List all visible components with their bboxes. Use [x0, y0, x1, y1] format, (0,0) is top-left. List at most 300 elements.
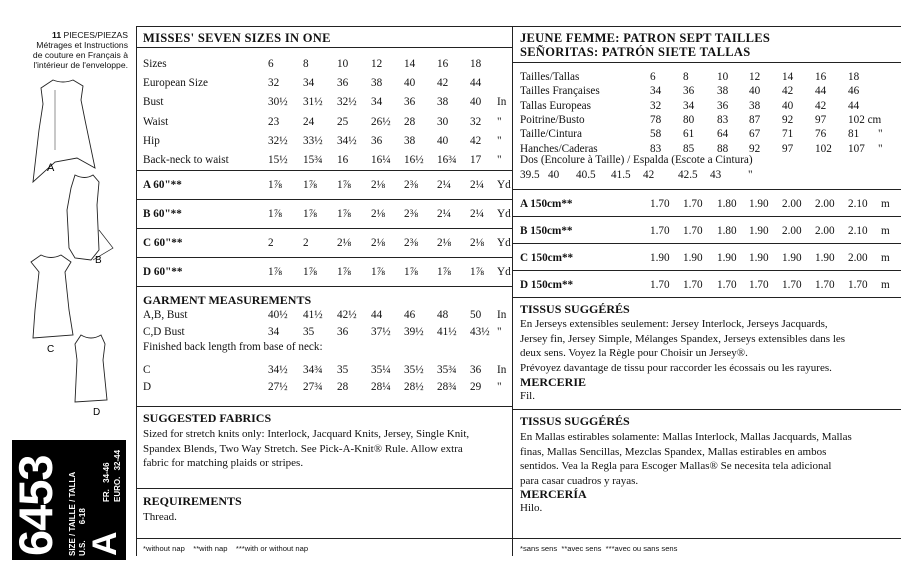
row-value: 87 — [749, 113, 761, 126]
row-value: 8 — [303, 58, 309, 70]
row-value: 2⅜ — [404, 237, 418, 249]
row-value: 1.70 — [815, 279, 835, 291]
row-value: 16¾ — [437, 154, 457, 166]
row-value: 35 — [303, 326, 315, 338]
row-unit: " — [497, 134, 502, 147]
row-value: 42 — [643, 169, 655, 181]
row-label: B 150cm** — [520, 225, 573, 237]
row-value: 27¾ — [303, 381, 323, 393]
row-value: 1.70 — [650, 225, 670, 237]
row-value: 44 — [815, 85, 827, 98]
row-value: 2⅛ — [470, 237, 484, 249]
row-value: 2⅛ — [371, 237, 385, 249]
suggested-fabrics-text — [143, 427, 511, 471]
row-value: 28½ — [404, 381, 424, 393]
row-value: 1⅞ — [337, 208, 351, 220]
table-row — [137, 265, 512, 294]
pieces-note-line: Métrages et Instructions — [36, 40, 128, 50]
row-value: 1.90 — [782, 252, 802, 264]
row-value: 2⅜ — [404, 179, 418, 191]
row-value: 1.90 — [717, 252, 737, 264]
row-value: 1⅞ — [337, 266, 351, 278]
view-label-b: B — [95, 255, 102, 266]
row-label: D — [143, 381, 152, 393]
row-value: 32 — [650, 99, 662, 112]
row-value: 1.70 — [749, 279, 769, 291]
row-value: 1.90 — [815, 252, 835, 264]
french-title: JEUNE FEMME: PATRON SEPT TAILLES — [520, 31, 771, 45]
row-rule — [513, 270, 901, 271]
row-value: 28¼ — [371, 381, 391, 393]
row-value: 1⅞ — [268, 266, 282, 278]
table-row — [520, 70, 900, 84]
tissus-spanish-text — [520, 430, 900, 488]
row-value: 34 — [650, 85, 662, 98]
row-value: 38 — [371, 77, 383, 90]
requirements-title: REQUIREMENTS — [143, 494, 242, 508]
row-value: 40 — [548, 169, 560, 181]
english-footnote: *without nap **with nap ***with or without nap — [143, 544, 309, 553]
row-value: 85 — [683, 142, 695, 155]
size-label: SIZE / TAILLE / TALLA — [68, 471, 77, 556]
row-value: 18 — [470, 58, 482, 70]
tissus-line: Jersey fin, Jersey Simple, Mélanges Spandex, Jerseys extensibles dans les — [520, 332, 846, 345]
row-value: 36 — [683, 85, 695, 98]
row-value: 40 — [437, 134, 449, 147]
row-value: 15½ — [268, 154, 288, 166]
row-value: 34 — [303, 77, 315, 90]
row-value: 30 — [437, 115, 449, 128]
row-value: 2 — [303, 237, 309, 249]
row-value: 48 — [437, 309, 449, 321]
merceria-title: MERCERÍA — [520, 487, 587, 501]
row-value: 36 — [337, 77, 349, 90]
row-value: 2.10 — [848, 225, 868, 237]
row-rule — [137, 257, 512, 258]
row-value: 78 — [650, 113, 662, 126]
row-value: 38 — [717, 85, 729, 98]
row-value: 39.5 — [520, 169, 540, 181]
row-value: 1.90 — [749, 225, 769, 237]
row-unit: " — [497, 381, 502, 393]
row-value: 6 — [650, 71, 656, 83]
row-unit: " — [748, 169, 753, 181]
row-value: 107 — [848, 142, 865, 155]
row-value: 36 — [371, 134, 383, 147]
row-value: 25 — [337, 115, 349, 128]
table-row — [143, 95, 511, 114]
table-row — [520, 127, 900, 141]
pieces-note-line: l'intérieur de l'enveloppe. — [33, 60, 128, 70]
row-value: 28¾ — [437, 381, 457, 393]
row-label: Hanches/Caderas — [520, 142, 598, 155]
english-title: MISSES' SEVEN SIZES IN ONE — [143, 31, 331, 45]
row-value: 1.90 — [749, 198, 769, 210]
row-rule — [137, 228, 512, 229]
row-label: A 60"** — [143, 179, 182, 191]
row-value: 92 — [749, 142, 761, 155]
row-value: 2⅛ — [437, 237, 451, 249]
row-value: 76 — [815, 128, 827, 141]
row-label: Waist — [143, 115, 169, 128]
row-value: 38 — [749, 99, 761, 112]
pattern-number: 6453 — [9, 455, 62, 556]
row-value: 44 — [848, 99, 860, 112]
french-footnote: *sans sens **avec sens ***avec ou sans sens — [520, 544, 678, 553]
row-value: 58 — [650, 128, 662, 141]
suggested-fabrics-title: SUGGESTED FABRICS — [143, 411, 272, 425]
row-value: 1⅞ — [303, 266, 317, 278]
spanish-title: SEÑORITAS: PATRÓN SIETE TALLAS — [520, 45, 751, 59]
row-value: 26½ — [371, 115, 391, 128]
mercerie-title: MERCERIE — [520, 375, 587, 389]
row-unit: m — [881, 225, 890, 237]
row-value: 40.5 — [576, 169, 596, 181]
table-row — [137, 207, 512, 236]
back-length-label: Finished back length from base of neck: — [143, 341, 323, 353]
table-row — [513, 251, 901, 278]
row-value: 80 — [683, 113, 695, 126]
row-rule — [137, 199, 512, 200]
row-unit: " — [497, 115, 502, 128]
tissus-spanish-line: En Mallas estirables solamente: Mallas Interlock, Mallas Jacquards, Mallas — [520, 431, 852, 443]
row-value: 2.00 — [782, 198, 802, 210]
row-value: 1.70 — [650, 279, 670, 291]
row-value: 35¾ — [437, 364, 457, 376]
row-value: 36 — [470, 364, 482, 376]
table-row — [513, 197, 901, 224]
row-value: 15¾ — [303, 154, 323, 166]
row-value: 34½ — [337, 134, 357, 147]
row-value: 29 — [470, 381, 482, 393]
row-value: 81 — [848, 128, 860, 141]
dos-label: Dos (Encolure à Taille) / Espalda (Escote a Cintura) — [520, 154, 753, 166]
row-value: 61 — [683, 128, 695, 141]
view-b-drawing — [67, 175, 113, 260]
row-value: 16¼ — [371, 154, 391, 166]
row-value: 10 — [717, 71, 729, 83]
us-sizes: 6-18 — [78, 508, 87, 525]
row-value: 2¼ — [437, 179, 451, 191]
row-value: 1.70 — [717, 279, 737, 291]
row-value: 71 — [782, 128, 794, 141]
row-value: 64 — [717, 128, 729, 141]
row-value: 1.70 — [848, 279, 868, 291]
rule — [137, 406, 512, 407]
row-value: 1⅞ — [437, 266, 451, 278]
row-value: 1.90 — [683, 252, 703, 264]
rule — [513, 538, 901, 539]
row-label: Tailles Françaises — [520, 85, 600, 98]
row-label: Poitrine/Busto — [520, 113, 585, 126]
rule — [513, 62, 901, 63]
fabrics-line: fabric for matching plaids or stripes. — [143, 457, 304, 470]
row-unit: m — [881, 279, 890, 291]
size-range-letter: A — [86, 531, 124, 556]
row-value: 42½ — [337, 309, 357, 321]
row-unit: m — [881, 252, 890, 264]
row-value: 32½ — [337, 96, 357, 109]
row-value: 42 — [470, 134, 482, 147]
row-value: 92 — [782, 113, 794, 126]
row-value: 2⅛ — [371, 179, 385, 191]
row-value: 83 — [717, 113, 729, 126]
row-value: 1.70 — [683, 279, 703, 291]
row-value: 83 — [650, 142, 662, 155]
row-value: 36 — [404, 96, 416, 109]
row-unit: " — [497, 326, 502, 338]
row-unit: " — [878, 128, 883, 141]
row-value: 1⅞ — [404, 266, 418, 278]
row-label: Tailles/Tallas — [520, 71, 580, 83]
row-value: 1⅞ — [268, 208, 282, 220]
row-value: 2⅛ — [337, 237, 351, 249]
row-value: 97 — [782, 142, 794, 155]
requirements-text: Thread. — [143, 511, 177, 523]
table-row — [520, 168, 900, 183]
row-value: 40 — [470, 96, 482, 109]
row-value: 35¼ — [371, 364, 391, 376]
row-value: 37½ — [371, 326, 391, 338]
tissus-spanish-line: sentidos. Vea la Regla para Escoger Mallas® Se necesita tela adicional — [520, 460, 832, 473]
row-label: C — [143, 364, 151, 376]
row-value: 28 — [337, 381, 349, 393]
row-unit: In — [497, 309, 507, 321]
pieces-count: 11 — [52, 30, 62, 40]
merceria-text: Hilo. — [520, 502, 543, 514]
table-row — [143, 76, 511, 95]
row-unit: In — [497, 96, 507, 109]
tissus-text — [520, 317, 900, 375]
row-label: C,D Bust — [143, 326, 185, 338]
row-value: 1⅞ — [337, 179, 351, 191]
tissus-line: deux sens. Voyez la Règle pour Choisir un Jersey®. — [520, 347, 748, 360]
row-label: A,B, Bust — [143, 309, 188, 321]
row-label: C 60"** — [143, 237, 183, 249]
row-value: 16 — [337, 154, 349, 166]
row-value: 35½ — [404, 364, 424, 376]
row-value: 2 — [268, 237, 274, 249]
row-value: 1.70 — [683, 225, 703, 237]
row-value: 1.90 — [749, 252, 769, 264]
row-value: 42.5 — [678, 169, 698, 181]
row-value: 34½ — [268, 364, 288, 376]
row-value: 32½ — [268, 134, 288, 147]
row-unit: Yd — [497, 237, 511, 249]
row-label: Tallas Europeas — [520, 99, 591, 112]
rule — [513, 409, 901, 410]
tissus-line: En Jerseys extensibles seulement: Jersey Interlock, Jerseys Jacquards, — [520, 318, 828, 330]
row-value: 67 — [749, 128, 761, 141]
row-value: 34 — [268, 326, 280, 338]
row-value: 17 — [470, 154, 482, 166]
view-label-d: D — [93, 407, 101, 418]
row-value: 36 — [717, 99, 729, 112]
row-label: C 150cm** — [520, 252, 574, 264]
row-value: 18 — [848, 71, 860, 83]
row-rule — [513, 216, 901, 217]
row-value: 6 — [268, 58, 274, 70]
tissus-line: Prévoyez davantage de tissu pour raccorder les écossais ou les rayures. — [520, 361, 832, 374]
row-value: 34 — [371, 96, 383, 109]
row-value: 41½ — [303, 309, 323, 321]
row-value: 44 — [371, 309, 383, 321]
row-rule — [137, 170, 512, 171]
row-label: Back-neck to waist — [143, 154, 229, 166]
row-value: 38 — [404, 134, 416, 147]
rule — [137, 488, 512, 489]
mercerie-text: Fil. — [520, 390, 535, 402]
row-unit: Yd — [497, 266, 511, 278]
row-value: 2.00 — [815, 198, 835, 210]
row-value: 10 — [337, 58, 349, 70]
row-value: 14 — [782, 71, 794, 83]
row-rule — [137, 286, 512, 287]
row-value: 1.80 — [717, 225, 737, 237]
row-label: D 60"** — [143, 266, 183, 278]
table-row — [137, 178, 512, 207]
row-value: 1⅞ — [470, 266, 484, 278]
fr-label: FR. — [102, 489, 111, 502]
tissus-spanish-line: finas, Mallas Sencillas, Mezclas Spandex, Mallas estirables en ambos — [520, 445, 827, 458]
tissus-spanish-title: TISSUS SUGGÉRÉS — [520, 414, 630, 428]
row-value: 1.70 — [683, 198, 703, 210]
tissus-title: TISSUS SUGGÉRÉS — [520, 302, 630, 316]
row-value: 1⅞ — [371, 266, 385, 278]
row-value: 2⅜ — [404, 208, 418, 220]
row-value: 2¼ — [470, 208, 484, 220]
row-unit: " — [497, 154, 502, 166]
row-rule — [513, 297, 901, 298]
row-value: 2¼ — [437, 208, 451, 220]
row-value: 32 — [268, 77, 280, 90]
row-value: 1.70 — [650, 198, 670, 210]
row-unit: In — [497, 364, 507, 376]
row-label: A 150cm** — [520, 198, 573, 210]
row-value: 102 cm — [848, 113, 882, 126]
row-value: 1.90 — [650, 252, 670, 264]
garment-measurements-title: GARMENT MEASUREMENTS — [143, 293, 312, 307]
euro-label: EURO. — [113, 476, 122, 502]
row-label: Taille/Cintura — [520, 128, 582, 141]
garment-views — [15, 60, 130, 430]
row-value: 43 — [710, 169, 722, 181]
row-value: 102 — [815, 142, 832, 155]
row-value: 14 — [404, 58, 416, 70]
row-value: 28 — [404, 115, 416, 128]
row-value: 34¾ — [303, 364, 323, 376]
row-value: 32 — [470, 115, 482, 128]
row-value: 16 — [815, 71, 827, 83]
row-value: 42 — [782, 85, 794, 98]
rule — [137, 538, 512, 539]
euro-sizes: 32-44 — [113, 449, 122, 471]
row-value: 2⅛ — [371, 208, 385, 220]
row-value: 46 — [404, 309, 416, 321]
view-a-drawing — [33, 80, 95, 182]
row-value: 16½ — [404, 154, 424, 166]
row-value: 24 — [303, 115, 315, 128]
row-value: 40½ — [268, 309, 288, 321]
row-label: Bust — [143, 96, 164, 109]
us-label: U.S. — [78, 540, 87, 556]
tissus-spanish-line: para casar cuadros y rayas. — [520, 474, 639, 487]
pattern-number-box — [9, 440, 126, 560]
row-value: 31½ — [303, 96, 323, 109]
row-value: 35 — [337, 364, 349, 376]
table-row — [137, 236, 512, 265]
row-value: 40 — [782, 99, 794, 112]
row-label: B 60"** — [143, 208, 182, 220]
row-unit: " — [878, 142, 883, 155]
view-label-a: A — [47, 162, 55, 174]
row-value: 12 — [371, 58, 383, 70]
row-value: 39½ — [404, 326, 424, 338]
row-value: 1⅞ — [303, 179, 317, 191]
row-value: 41½ — [437, 326, 457, 338]
table-row — [143, 134, 511, 153]
row-value: 43½ — [470, 326, 490, 338]
row-rule — [513, 189, 901, 190]
row-value: 23 — [268, 115, 280, 128]
top-rule — [513, 26, 901, 27]
row-value: 88 — [717, 142, 729, 155]
row-value: 40 — [404, 77, 416, 90]
row-value: 30½ — [268, 96, 288, 109]
view-d-drawing — [75, 335, 107, 402]
table-row — [143, 363, 511, 380]
pieces-note-line: de couture en Français à — [32, 50, 128, 60]
row-value: 1⅞ — [303, 208, 317, 220]
table-row — [513, 278, 901, 305]
rule — [137, 47, 512, 48]
row-label: Hip — [143, 134, 160, 147]
view-label-c: C — [47, 344, 55, 355]
row-rule — [513, 243, 901, 244]
fabrics-line: Spandex Blends, Two Way Stretch. See Pick-A-Knit® Rule. Allow extra — [143, 442, 463, 455]
row-value: 8 — [683, 71, 689, 83]
row-value: 33½ — [303, 134, 323, 147]
row-value: 97 — [815, 113, 827, 126]
row-value: 44 — [470, 77, 482, 90]
row-value: 42 — [815, 99, 827, 112]
row-value: 42 — [437, 77, 449, 90]
row-value: 1⅞ — [268, 179, 282, 191]
row-value: 40 — [749, 85, 761, 98]
row-value: 50 — [470, 309, 482, 321]
row-value: 2.00 — [848, 252, 868, 264]
table-row — [143, 57, 511, 76]
row-value: 12 — [749, 71, 761, 83]
table-row — [520, 99, 900, 113]
table-row — [143, 380, 511, 397]
row-value: 34 — [683, 99, 695, 112]
row-value: 27½ — [268, 381, 288, 393]
pieces-label: PIECES/PIEZAS — [63, 30, 128, 40]
view-c-drawing — [31, 255, 73, 338]
table-row — [513, 224, 901, 251]
fr-sizes: 34-46 — [102, 462, 111, 483]
row-value: 38 — [437, 96, 449, 109]
fabrics-line: Sized for stretch knits only: Interlock, Jacquard Knits, Jersey, Single Knit, — [143, 428, 470, 440]
row-value: 46 — [848, 85, 860, 98]
table-row — [143, 115, 511, 134]
top-rule — [137, 26, 512, 27]
row-value: 41.5 — [611, 169, 631, 181]
row-value: 36 — [337, 326, 349, 338]
table-row — [520, 113, 900, 127]
row-value: 16 — [437, 58, 449, 70]
